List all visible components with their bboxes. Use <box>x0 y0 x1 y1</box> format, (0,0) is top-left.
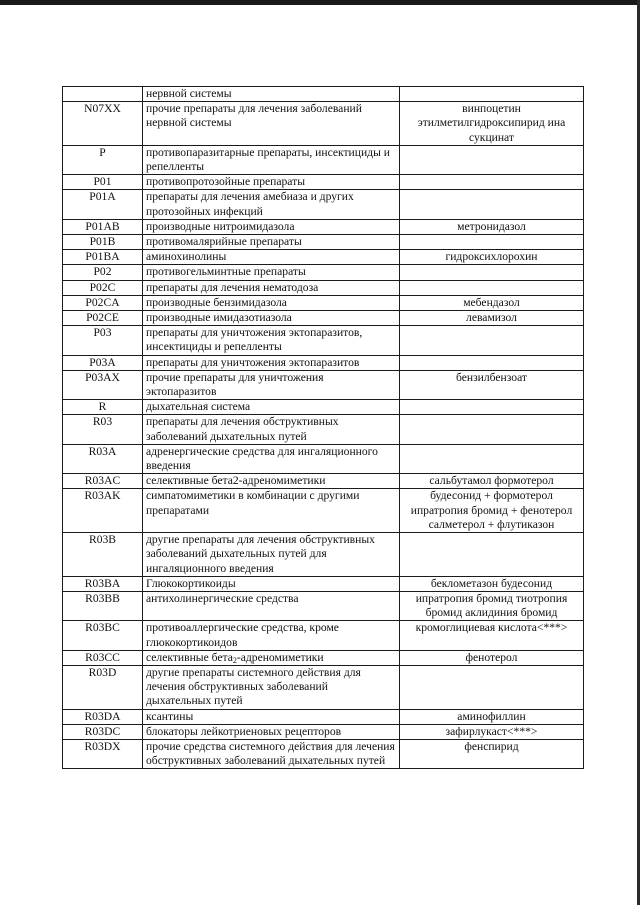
table-row <box>63 739 584 768</box>
table-row <box>63 326 584 355</box>
atc-group: препараты для лечения обструктивных заболеваний дыхательных путей <box>143 415 400 444</box>
atc-group: производные нитроимидазола <box>143 219 400 234</box>
drug-names: метронидазол <box>400 219 584 234</box>
drug-names <box>400 235 584 250</box>
atc-code: P03A <box>63 355 143 370</box>
table-row <box>63 295 584 310</box>
table-row <box>63 175 584 190</box>
drug-names <box>400 175 584 190</box>
table-row <box>63 355 584 370</box>
atc-group: противоаллергические средства, кроме глюкокортикоидов <box>143 621 400 650</box>
atc-code: P01A <box>63 190 143 219</box>
scan-edge-top <box>0 0 640 5</box>
atc-code: P01AB <box>63 219 143 234</box>
atc-code: R03BC <box>63 621 143 650</box>
table-row <box>63 311 584 326</box>
atc-code: N07XX <box>63 102 143 146</box>
atc-code: P01BA <box>63 250 143 265</box>
table-row <box>63 400 584 415</box>
table-row <box>63 474 584 489</box>
drug-names: зафирлукаст<***> <box>400 724 584 739</box>
atc-group: производные бензимидазола <box>143 295 400 310</box>
drug-names <box>400 190 584 219</box>
atc-code: R03A <box>63 444 143 473</box>
table-row <box>63 102 584 146</box>
atc-code: P <box>63 145 143 174</box>
atc-code: P03AX <box>63 370 143 399</box>
table-row <box>63 265 584 280</box>
drug-names <box>400 87 584 102</box>
atc-code: R03AC <box>63 474 143 489</box>
drug-names <box>400 265 584 280</box>
atc-group: производные имидазотиазола <box>143 311 400 326</box>
atc-code: R <box>63 400 143 415</box>
atc-group: другие препараты для лечения обструктивных заболеваний дыхательных путей для ингаляционного введения <box>143 533 400 577</box>
atc-group: прочие препараты для лечения заболеваний нервной системы <box>143 102 400 146</box>
atc-group: аминохинолины <box>143 250 400 265</box>
drug-names: ипратропия бромид тиотропия бромид аклидиния бромид <box>400 591 584 620</box>
table-row <box>63 415 584 444</box>
drug-names: кромоглициевая кислота<***> <box>400 621 584 650</box>
atc-group: противопротозойные препараты <box>143 175 400 190</box>
atc-group: препараты для лечения нематодоза <box>143 280 400 295</box>
atc-code: R03DC <box>63 724 143 739</box>
atc-group: противомалярийные препараты <box>143 235 400 250</box>
atc-code: P03 <box>63 326 143 355</box>
atc-code: P01B <box>63 235 143 250</box>
drug-names: сальбутамол формотерол <box>400 474 584 489</box>
drug-names: левамизол <box>400 311 584 326</box>
atc-code: R03CC <box>63 650 143 665</box>
atc-group: антихолинергические средства <box>143 591 400 620</box>
atc-group: дыхательная система <box>143 400 400 415</box>
atc-group: прочие средства системного действия для лечения обструктивных заболеваний дыхательных путей <box>143 739 400 768</box>
atc-code: R03DA <box>63 709 143 724</box>
table-row <box>63 621 584 650</box>
table-row <box>63 444 584 473</box>
drug-names <box>400 400 584 415</box>
table-row <box>63 219 584 234</box>
table-row <box>63 280 584 295</box>
drug-names <box>400 145 584 174</box>
atc-group: препараты для уничтожения эктопаразитов <box>143 355 400 370</box>
drug-names: мебендазол <box>400 295 584 310</box>
atc-code: R03BB <box>63 591 143 620</box>
atc-group: селективные бета2-адреномиметики <box>143 474 400 489</box>
table-row <box>63 370 584 399</box>
table-row <box>63 489 584 533</box>
atc-group: Глюкокортикоиды <box>143 576 400 591</box>
drug-names: беклометазон будесонид <box>400 576 584 591</box>
atc-group: адренергические средства для ингаляционного введения <box>143 444 400 473</box>
atc-code: P01 <box>63 175 143 190</box>
table-row <box>63 576 584 591</box>
drug-names: будесонид + формотерол ипратропия бромид + фенотерол салметерол + флутиказон <box>400 489 584 533</box>
table-row <box>63 591 584 620</box>
atc-group: нервной системы <box>143 87 400 102</box>
atc-code: R03BA <box>63 576 143 591</box>
drug-names: винпоцетин этилметилгидроксипирид ина сукцинат <box>400 102 584 146</box>
drug-names: аминофиллин <box>400 709 584 724</box>
drug-names <box>400 665 584 709</box>
atc-code <box>63 87 143 102</box>
drug-names <box>400 533 584 577</box>
drug-names <box>400 444 584 473</box>
table-row <box>63 665 584 709</box>
drug-names: фенотерол <box>400 650 584 665</box>
drug-names <box>400 326 584 355</box>
atc-code: P02 <box>63 265 143 280</box>
table-row <box>63 533 584 577</box>
atc-group <box>143 650 400 665</box>
atc-code: R03B <box>63 533 143 577</box>
atc-group: другие препараты системного действия для лечения обструктивных заболеваний дыхательных путей <box>143 665 400 709</box>
table-row <box>63 235 584 250</box>
subscript-digit: 2 <box>232 655 237 665</box>
atc-code: R03AK <box>63 489 143 533</box>
table-row <box>63 250 584 265</box>
table-row <box>63 145 584 174</box>
table-row <box>63 190 584 219</box>
group-text: селективные бета <box>146 650 233 664</box>
drug-names: бензилбензоат <box>400 370 584 399</box>
drug-names: гидроксихлорохин <box>400 250 584 265</box>
atc-group: ксантины <box>143 709 400 724</box>
drug-names <box>400 355 584 370</box>
atc-group: противогельминтные препараты <box>143 265 400 280</box>
atc-drug-table <box>62 86 584 769</box>
table-row <box>63 650 584 665</box>
table-row <box>63 724 584 739</box>
atc-code: P02CE <box>63 311 143 326</box>
atc-code: R03 <box>63 415 143 444</box>
atc-group: препараты для уничтожения эктопаразитов, инсектициды и репелленты <box>143 326 400 355</box>
drug-names <box>400 415 584 444</box>
atc-code: P02CA <box>63 295 143 310</box>
table-row <box>63 87 584 102</box>
atc-group: препараты для лечения амебиаза и других протозойных инфекций <box>143 190 400 219</box>
atc-group: прочие препараты для уничтожения эктопаразитов <box>143 370 400 399</box>
atc-code: R03DX <box>63 739 143 768</box>
atc-code: P02C <box>63 280 143 295</box>
atc-group: противопаразитарные препараты, инсектициды и репелленты <box>143 145 400 174</box>
drug-names: фенспирид <box>400 739 584 768</box>
drug-names <box>400 280 584 295</box>
atc-code: R03D <box>63 665 143 709</box>
atc-group: блокаторы лейкотриеновых рецепторов <box>143 724 400 739</box>
atc-group: симпатомиметики в комбинации с другими препаратами <box>143 489 400 533</box>
table-row <box>63 709 584 724</box>
group-text-tail: -адреномиметики <box>236 650 324 664</box>
